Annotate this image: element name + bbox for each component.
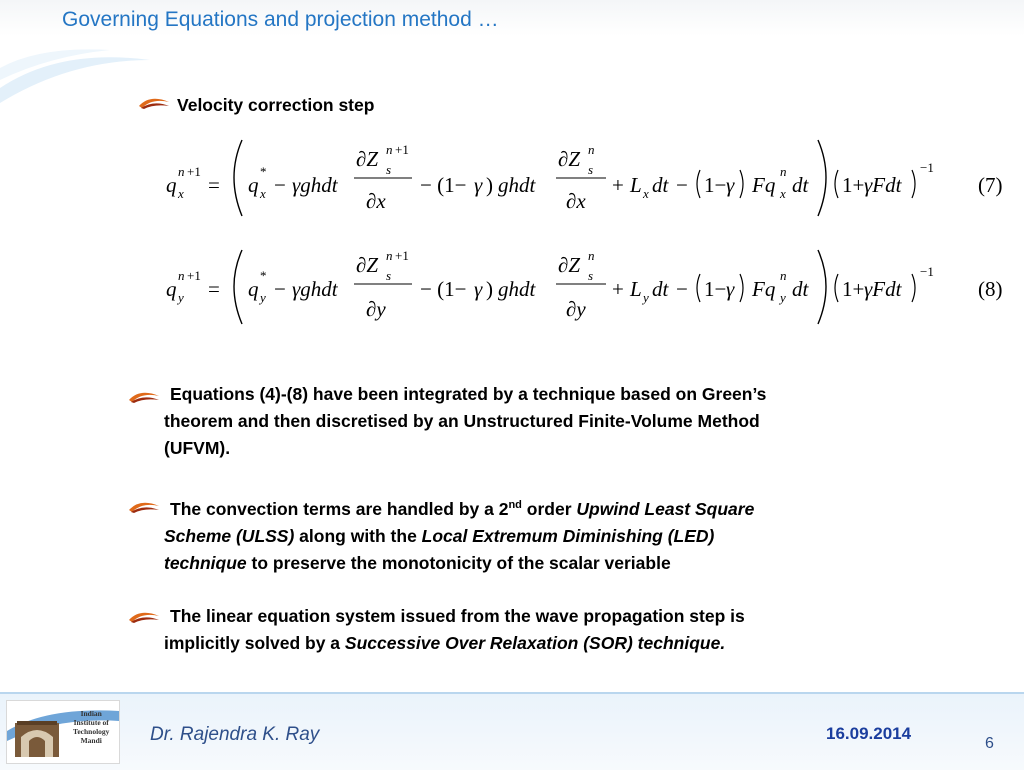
svg-text:dt: dt (652, 173, 669, 197)
svg-text:+1: +1 (395, 248, 409, 263)
svg-text:Fq: Fq (752, 173, 776, 197)
equation-number-7: (7) (978, 173, 1003, 197)
svg-text:q: q (166, 173, 177, 197)
svg-text:− (1−: − (1− (420, 173, 467, 197)
svg-text:n: n (588, 248, 595, 263)
svg-text:y: y (260, 290, 266, 305)
svg-text:ghdt: ghdt (498, 277, 536, 301)
bullet-2-ulss-term: Upwind Least Square (576, 498, 755, 519)
svg-text:γghdt: γghdt (292, 277, 338, 301)
svg-text:n: n (178, 268, 185, 283)
bullet-arrow-icon (128, 498, 160, 514)
svg-text:+1: +1 (395, 142, 409, 157)
svg-text:γFdt: γFdt (864, 277, 902, 301)
bullet-3-sor-term: Successive Over Relaxation (SOR) technique. (344, 633, 726, 653)
svg-text:*: * (260, 268, 267, 283)
slide-title: Governing Equations and projection method … (62, 8, 499, 31)
bullet-equations-integration (164, 381, 1004, 462)
bullet-2-superscript: nd (508, 499, 522, 511)
svg-text:γ: γ (474, 277, 483, 301)
logo-line-2: Institute of (73, 718, 109, 727)
bullet-2-text-a: The convection terms are handled by a 2 (170, 498, 509, 519)
logo-line-4: Mandi (80, 736, 102, 745)
svg-text:L: L (630, 173, 642, 197)
svg-text:+1: +1 (187, 268, 201, 283)
svg-text:γ: γ (726, 173, 735, 197)
svg-text:+: + (612, 173, 624, 197)
svg-text:− (1−: − (1− (420, 277, 467, 301)
svg-text:y: y (780, 290, 786, 305)
bullet-arrow-icon (128, 388, 160, 404)
svg-text:−: − (274, 173, 286, 197)
svg-text:n: n (588, 142, 595, 157)
svg-text:y: y (643, 290, 649, 305)
svg-text:=: = (208, 277, 220, 301)
svg-text:1+: 1+ (842, 277, 865, 301)
bullet-2-text-c: along with the (294, 525, 422, 546)
svg-text:∂y: ∂y (566, 297, 586, 321)
svg-text:Fq: Fq (752, 277, 776, 301)
author-name: Dr. Rajendra K. Ray (150, 724, 320, 745)
bullet-arrow-icon (138, 94, 170, 110)
svg-text:−1: −1 (920, 160, 934, 175)
bullet-1-line-3: (UFVM). (164, 438, 231, 458)
svg-text:n: n (386, 142, 393, 157)
svg-text:+: + (612, 277, 624, 301)
svg-text:1−: 1− (704, 173, 727, 197)
svg-text:∂Z: ∂Z (356, 253, 379, 277)
svg-text:−: − (676, 173, 688, 197)
svg-text:n: n (780, 268, 787, 283)
svg-text:x: x (643, 186, 649, 201)
equation-7 (160, 132, 1020, 222)
svg-text:dt: dt (792, 173, 809, 197)
logo-line-1: Indian (80, 709, 102, 718)
svg-text:dt: dt (652, 277, 669, 301)
page-number: 6 (985, 735, 994, 752)
svg-text:1−: 1− (704, 277, 727, 301)
svg-text:γFdt: γFdt (864, 173, 902, 197)
svg-text:1+: 1+ (842, 173, 865, 197)
equation-number-8: (8) (978, 277, 1003, 301)
svg-text:x: x (780, 186, 786, 201)
bullet-3-text: implicitly solved by a (164, 633, 345, 653)
svg-text:∂y: ∂y (366, 297, 386, 321)
bullet-2-led-term-cont: technique (164, 552, 247, 573)
bullet-1-line-1: Equations (4)-(8) have been integrated by a technique based on Green’s (170, 384, 767, 404)
bullet-linear-system (164, 603, 1004, 657)
svg-text:−: − (676, 277, 688, 301)
svg-text:q: q (166, 277, 177, 301)
section-heading: Velocity correction step (177, 95, 375, 115)
logo-line-3: Technology (73, 727, 110, 736)
svg-text:−: − (274, 277, 286, 301)
svg-text:γ: γ (474, 173, 483, 197)
svg-text:y: y (178, 290, 184, 305)
svg-text:x: x (260, 186, 266, 201)
svg-text:*: * (260, 164, 267, 179)
presentation-date: 16.09.2014 (826, 724, 912, 743)
svg-text:γghdt: γghdt (292, 173, 338, 197)
svg-text:∂Z: ∂Z (356, 147, 379, 171)
svg-text:−1: −1 (920, 264, 934, 279)
svg-text:n: n (386, 248, 393, 263)
logo-text (73, 709, 109, 745)
svg-text:n: n (780, 164, 787, 179)
svg-text:q: q (248, 173, 259, 197)
bullet-convection-terms (164, 492, 1004, 577)
svg-text:L: L (630, 277, 642, 301)
svg-text:): ) (486, 277, 493, 301)
svg-text:γ: γ (726, 277, 735, 301)
bullet-2-ulss-term-cont: Scheme (ULSS) (164, 525, 295, 546)
svg-text:): ) (486, 173, 493, 197)
svg-text:s: s (588, 162, 594, 177)
bullet-2-text-d: to preserve the monotonicity of the scalar veriable (246, 552, 671, 573)
bullet-arrow-icon (128, 608, 160, 624)
institute-logo (6, 700, 120, 764)
svg-text:∂Z: ∂Z (558, 253, 581, 277)
svg-text:∂x: ∂x (366, 189, 386, 213)
svg-text:s: s (588, 268, 594, 283)
svg-text:n: n (178, 164, 185, 179)
svg-text:∂x: ∂x (566, 189, 586, 213)
svg-text:dt: dt (792, 277, 809, 301)
svg-text:s: s (386, 162, 392, 177)
bullet-3-line-1: The linear equation system issued from the wave propagation step is (170, 606, 745, 626)
bullet-2-led-term: Local Extremum Diminishing (LED) (421, 525, 715, 546)
svg-text:∂Z: ∂Z (558, 147, 581, 171)
equation-8 (160, 246, 1020, 336)
svg-text:=: = (208, 173, 220, 197)
svg-text:s: s (386, 268, 392, 283)
svg-text:q: q (248, 277, 259, 301)
svg-text:+1: +1 (187, 164, 201, 179)
bullet-1-line-2: theorem and then discretised by an Unstructured Finite-Volume Method (164, 411, 760, 431)
bullet-2-text-b: order (521, 498, 577, 519)
decorative-swoosh (0, 38, 150, 108)
svg-text:x: x (178, 186, 184, 201)
svg-text:ghdt: ghdt (498, 173, 536, 197)
